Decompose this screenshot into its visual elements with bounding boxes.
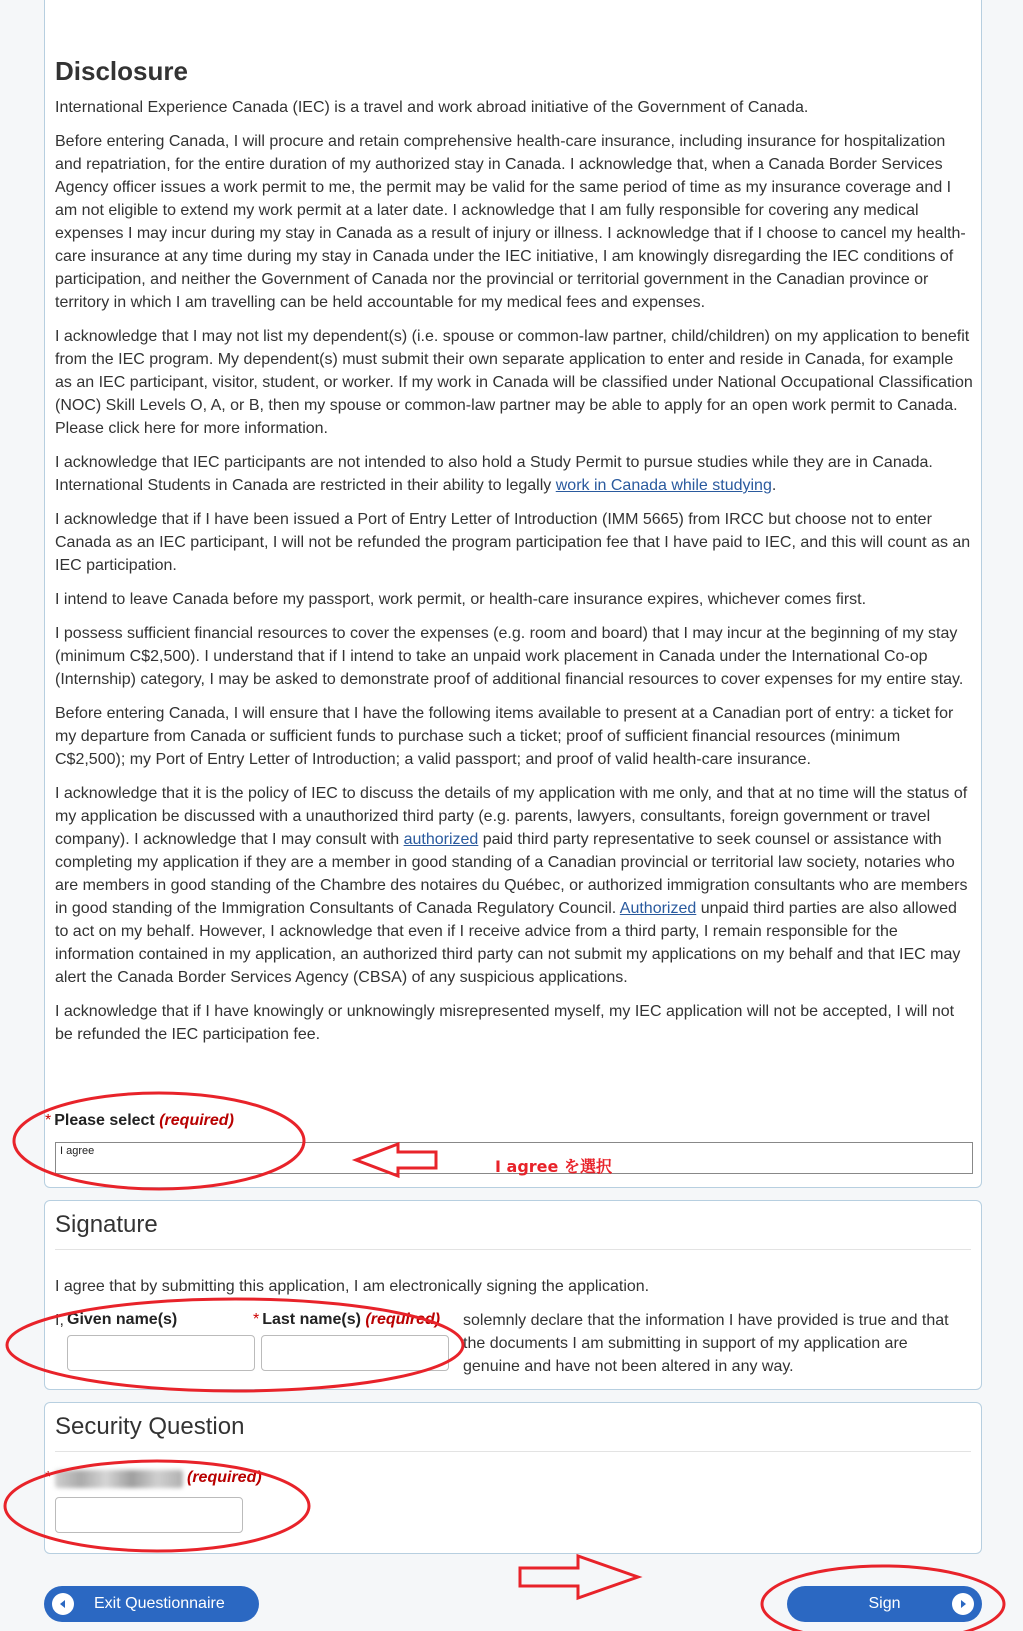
inline-link[interactable]: Authorized (619, 900, 697, 917)
arrow-right-icon (952, 1593, 974, 1615)
required-star: * (253, 1311, 260, 1328)
security-heading: Security Question (55, 1413, 245, 1440)
disclosure-text (55, 96, 973, 1057)
inline-link[interactable]: authorized (403, 831, 479, 848)
last-name-text: Last name(s) (262, 1311, 361, 1328)
given-name-text: Given name(s) (67, 1311, 178, 1328)
disclosure-paragraph (55, 96, 973, 119)
security-panel (44, 1402, 982, 1554)
disclosure-paragraph (55, 588, 973, 611)
agreement-select-value: I agree (60, 1145, 95, 1157)
last-name-label (253, 1311, 440, 1329)
security-required-label (187, 1469, 262, 1487)
signature-panel (44, 1200, 982, 1390)
disclosure-paragraph (55, 622, 973, 691)
paragraph-text: unpaid third parties are also allowed to act on my behalf. However, I acknowledge that even if I receive advice from a third party, I remain responsible for the information contained in my application, an authorized third party can not submit my applications on my behalf and that IEC may alert the Canada Border Services Agency (CBSA) of any suspicious applications. (55, 900, 961, 986)
required-star: * (45, 1469, 52, 1486)
paragraph-text: I acknowledge that IEC participants are not intended to also hold a Study Permit to pursue studies while they are in Canada. International Students in Canada are restricted in their ability to legally (55, 454, 933, 494)
paragraph-text: International Experience Canada (IEC) is a travel and work abroad initiative of the Government of Canada. (55, 99, 809, 116)
disclosure-panel (44, 0, 982, 1188)
paragraph-text: Before entering Canada, I will procure and retain comprehensive health-care insurance, including insurance for hospitalization and repatriation, for the entire duration of my authorized stay in Canada. I acknowledge that, when a Canada Border Services Agency officer issues a work permit to me, the permit may be valid for the same period of time as my insurance coverage and I am not eligible to extend my work permit at a later date. I acknowledge that I am fully responsible for covering any medical expenses I may incur during my stay in Canada as a result of injury or illness. I acknowledge that if I choose to cancel my health-care insurance at any time during my stay in Canada under the IEC initiative, I am knowingly disregarding the IEC conditions of participation, and neither the Government of Canada nor the provincial or territorial government in the Canadian province or territory in which I am travelling can be held accountable for my medical fees and expenses. (55, 133, 966, 311)
given-name-label (67, 1311, 177, 1329)
annotation-arrow-right (520, 1556, 638, 1598)
required-marker: (required) (365, 1311, 441, 1328)
signature-divider (55, 1249, 971, 1250)
signature-agree-text: I agree that by submitting this application, I am electronically signing the application. (55, 1278, 650, 1295)
exit-questionnaire-button[interactable] (44, 1586, 259, 1622)
inline-link[interactable]: work in Canada while studying (555, 477, 772, 494)
signature-prefix: I, (55, 1312, 64, 1329)
please-select-label (45, 1112, 234, 1130)
paragraph-text: I acknowledge that it is the policy of IEC to discuss the details of my application with me only, and that at no time will the status of my application be discussed with a unauthorized third party (e.g. parents, lawyers, consultants, foreign government or travel company). I acknowledge that I may consult with (55, 785, 968, 848)
signature-declaration: solemnly declare that the information I have provided is true and that the documents I am submitting in support of my application are genuine and have not been altered in any way. (463, 1312, 949, 1375)
last-name-input[interactable] (261, 1335, 449, 1371)
disclosure-paragraph (55, 782, 973, 989)
sign-label: Sign (868, 1595, 901, 1612)
paragraph-text: paid third party representative to seek counsel or assistance with completing my application if they are a member in good standing of a Canadian provincial or territorial law society, notaries who are members in good standing of the Chambre des notaires du Québec, or authorized immigration consultants who are members in good standing of the Immigration Consultants of Canada Regulatory Council. (55, 831, 968, 917)
security-answer-input[interactable] (55, 1497, 243, 1533)
required-star: * (45, 1112, 52, 1129)
paragraph-text: I intend to leave Canada before my passport, work permit, or health-care insurance expires, whichever comes first. (55, 591, 867, 608)
disclosure-paragraph (55, 325, 973, 440)
disclosure-paragraph (55, 130, 973, 314)
paragraph-text: . (771, 477, 777, 494)
security-question-blurred-text (55, 1470, 183, 1488)
annotation-note: I agree を選択 (495, 1157, 612, 1176)
disclosure-paragraph (55, 451, 973, 497)
paragraph-text: I possess sufficient financial resources to cover the expenses (e.g. room and board) that I may incur at the beginning of my stay (minimum C$2,500). I understand that if I intend to take an unpaid work placement in Canada under the International Co-op (Internship) category, I may be asked to demonstrate proof of additional financial resources to cover expenses for my entire stay. (55, 625, 964, 688)
disclosure-heading: Disclosure (55, 56, 188, 86)
paragraph-text: I acknowledge that I may not list my dependent(s) (i.e. spouse or common-law partner, child/children) on my application to benefit from the IEC program. My dependent(s) must submit their own separate application to enter and reside in Canada, for example as an IEC participant, visitor, student, or worker. If my work in Canada will be classified under National Occupational Classification (NOC) Skill Levels O, A, or B, then my spouse or common-law partner may be able to apply for an open work permit to Canada. Please click here for more information. (55, 328, 973, 437)
disclosure-paragraph (55, 1000, 973, 1046)
required-marker: (required) (159, 1112, 234, 1129)
arrow-left-icon (52, 1593, 74, 1615)
disclosure-paragraph (55, 508, 973, 577)
please-select-text: Please select (54, 1112, 155, 1129)
sign-button[interactable] (787, 1586, 982, 1622)
paragraph-text: I acknowledge that if I have knowingly or unknowingly misrepresented myself, my IEC application will not be accepted, I will not be refunded the IEC participation fee. (55, 1003, 955, 1043)
exit-questionnaire-label: Exit Questionnaire (94, 1595, 225, 1612)
paragraph-text: Before entering Canada, I will ensure that I have the following items available to present at a Canadian port of entry: a ticket for my departure from Canada or sufficient funds to purchase such a ticket; proof of sufficient financial resources (minimum C$2,500); my Port of Entry Letter of Introduction; a valid passport; and proof of valid health-care insurance. (55, 705, 954, 768)
disclosure-paragraph (55, 702, 973, 771)
security-question-label (45, 1469, 54, 1487)
paragraph-text: I acknowledge that if I have been issued a Port of Entry Letter of Introduction (IMM 5665) from IRCC but choose not to enter Canada as an IEC participant, I will not be refunded the program participation fee that I have paid to IEC, and this will count as an IEC participation. (55, 511, 971, 574)
security-divider (55, 1451, 971, 1452)
signature-heading: Signature (55, 1211, 158, 1238)
required-marker: (required) (187, 1469, 262, 1486)
given-name-input[interactable] (67, 1335, 255, 1371)
